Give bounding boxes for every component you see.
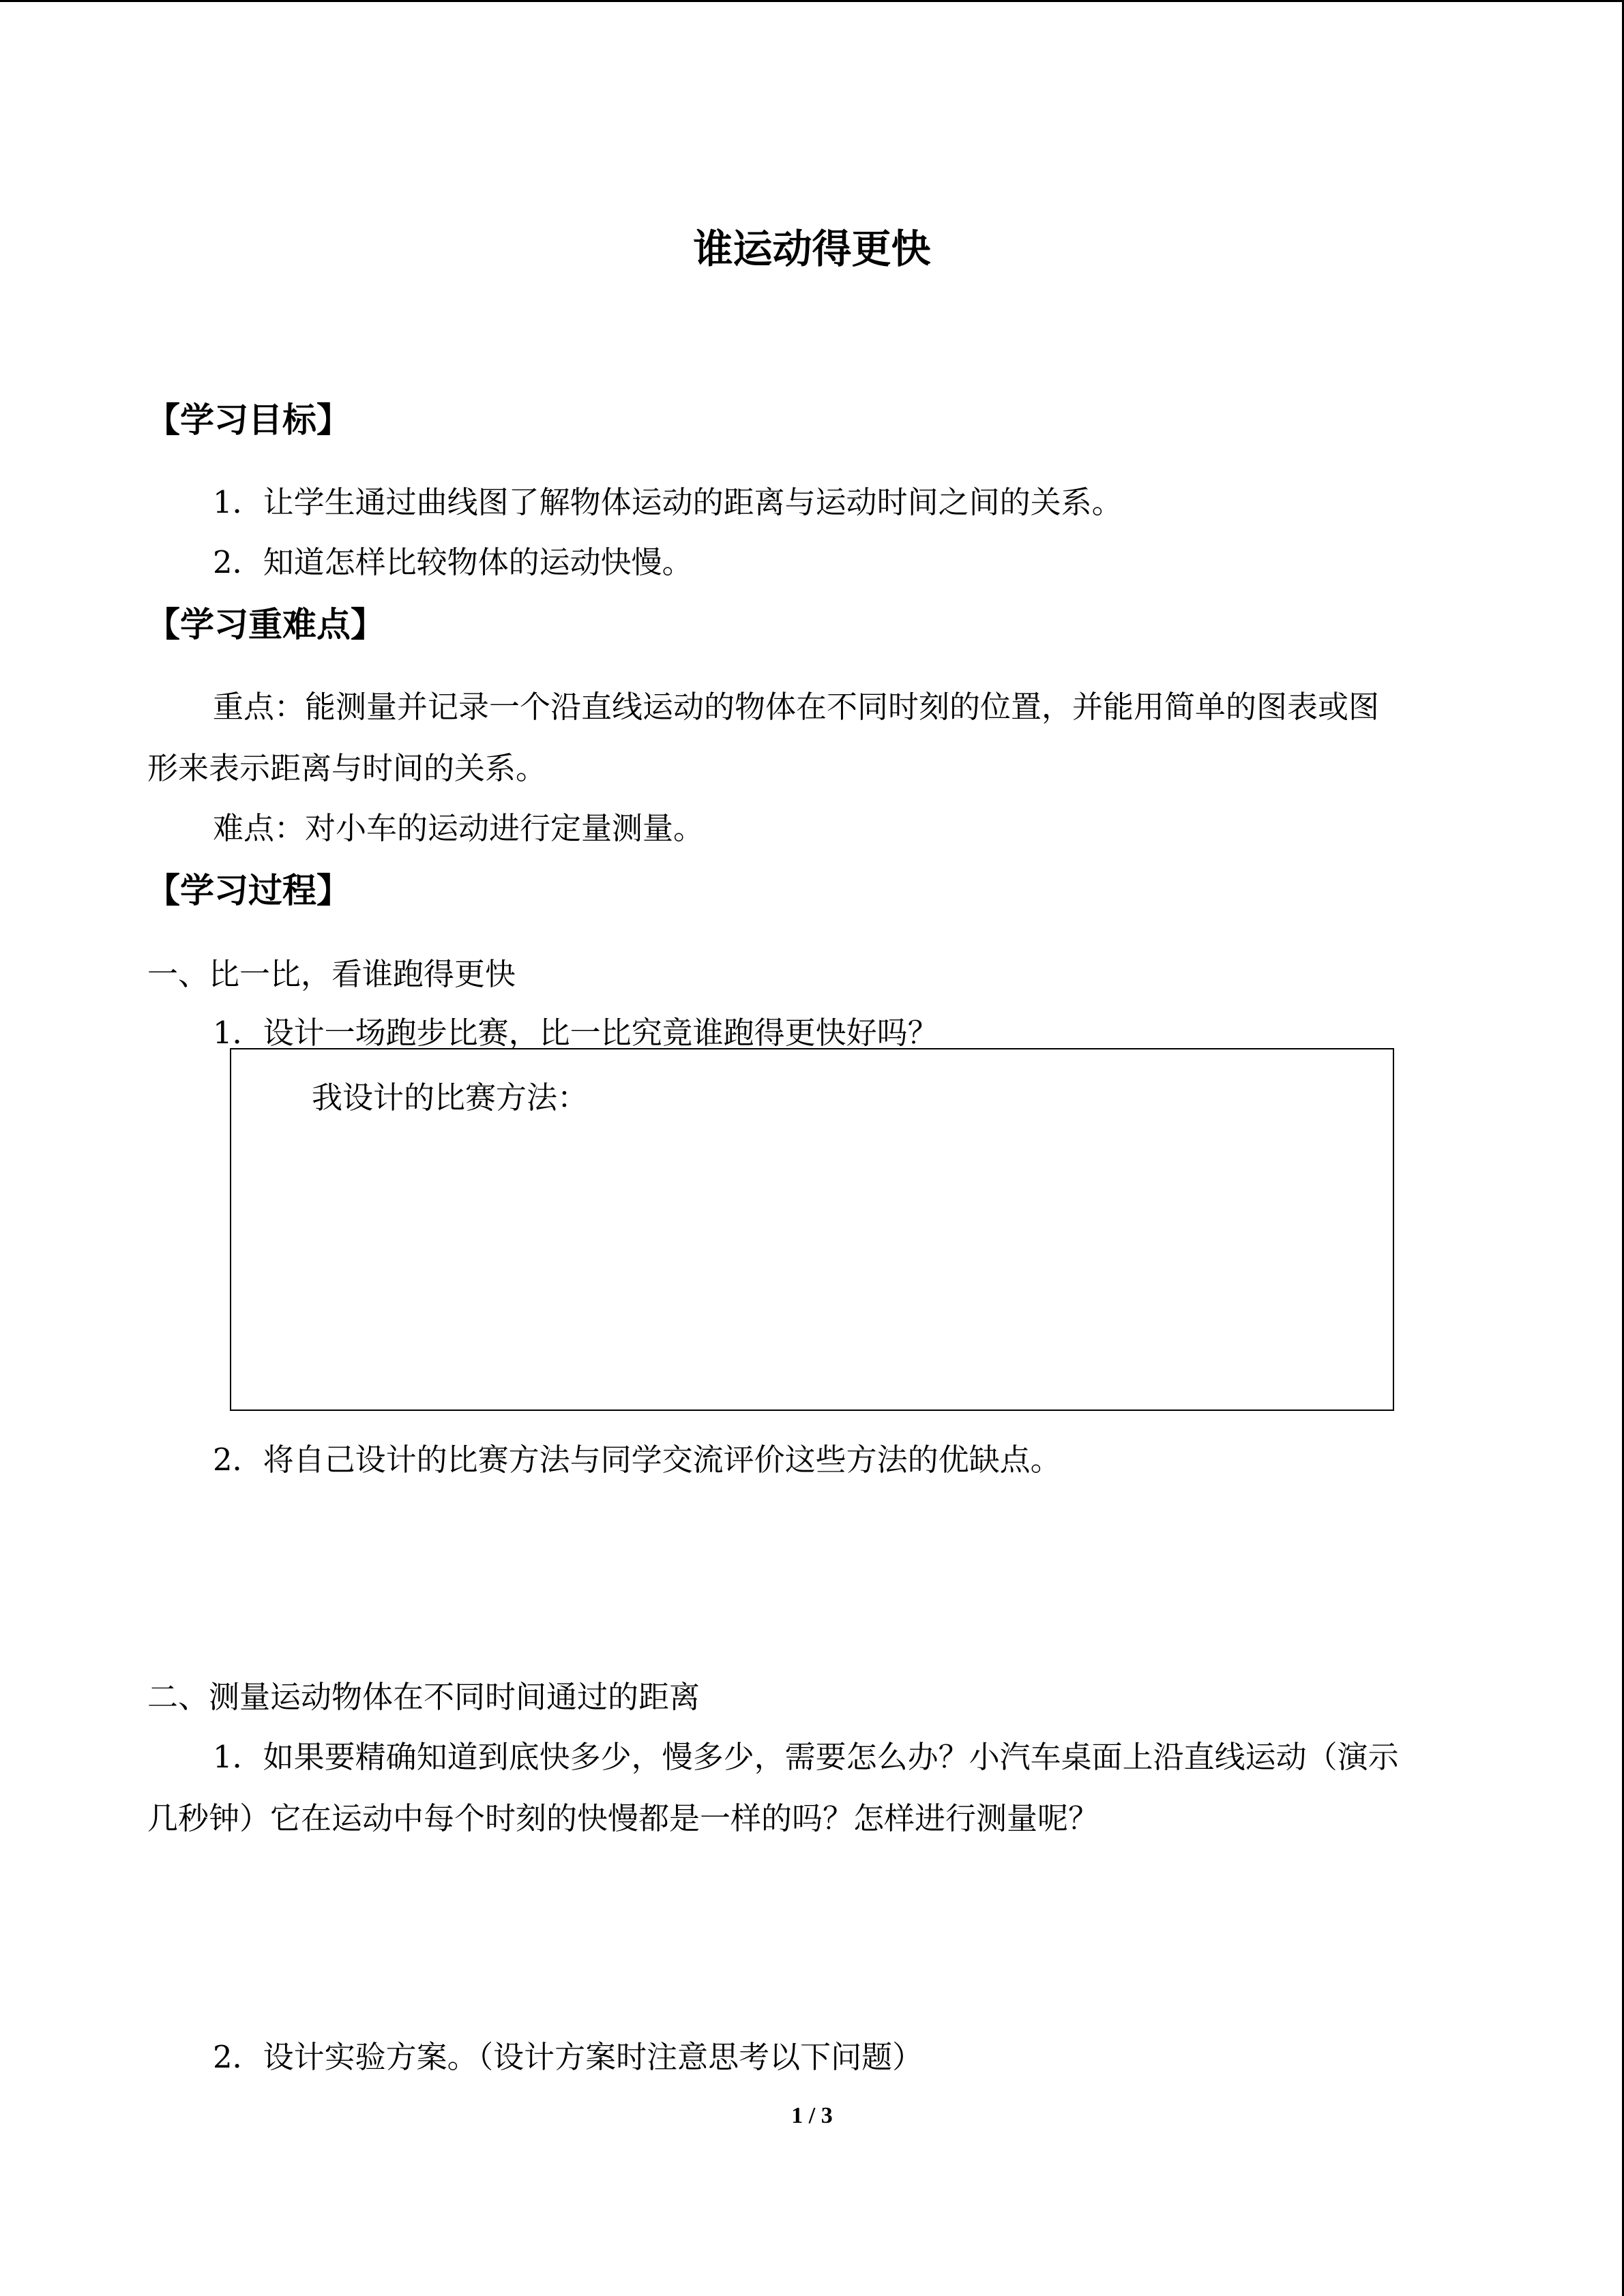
focus-text-line-2: 形来表示距离与时间的关系。 xyxy=(147,750,547,786)
section-2-item-2: 2．设计实验方案。（设计方案时注意思考以下问题） xyxy=(213,2039,924,2075)
difficulty-text: 难点：对小车的运动进行定量测量。 xyxy=(213,810,705,846)
section-2-item-1-line-2: 几秒钟）它在运动中每个时刻的快慢都是一样的吗？怎样进行测量呢？ xyxy=(147,1800,1099,1836)
objective-item-1: 1．让学生通过曲线图了解物体运动的距离与运动时间之间的关系。 xyxy=(213,484,1123,520)
objectives-heading: 【学习目标】 xyxy=(146,400,351,440)
section-2-title: 二、测量运动物体在不同时间通过的距离 xyxy=(147,1679,700,1715)
objective-item-2: 2．知道怎样比较物体的运动快慢。 xyxy=(213,544,693,580)
page-border-top xyxy=(0,0,1624,2)
key-points-heading: 【学习重难点】 xyxy=(146,605,385,644)
answer-box[interactable] xyxy=(230,1048,1394,1411)
page-number: 1 / 3 xyxy=(791,2103,833,2128)
section-1-title: 一、比一比，看谁跑得更快 xyxy=(147,956,516,992)
section-1-item-2: 2．将自己设计的比赛方法与同学交流评价这些方法的优缺点。 xyxy=(213,1442,1061,1478)
process-heading: 【学习过程】 xyxy=(146,871,351,910)
focus-text-line-1: 重点：能测量并记录一个沿直线运动的物体在不同时刻的位置，并能用简单的图表或图 xyxy=(213,689,1380,725)
answer-box-label: 我设计的比赛方法： xyxy=(312,1079,589,1116)
section-2-item-1-line-1: 1．如果要精确知道到底快多少，慢多少，需要怎么办？小汽车桌面上沿直线运动（演示 xyxy=(213,1739,1399,1775)
document-title: 谁运动得更快 xyxy=(693,226,931,272)
section-1-item-1: 1．设计一场跑步比赛，比一比究竟谁跑得更快好吗？ xyxy=(213,1015,939,1051)
